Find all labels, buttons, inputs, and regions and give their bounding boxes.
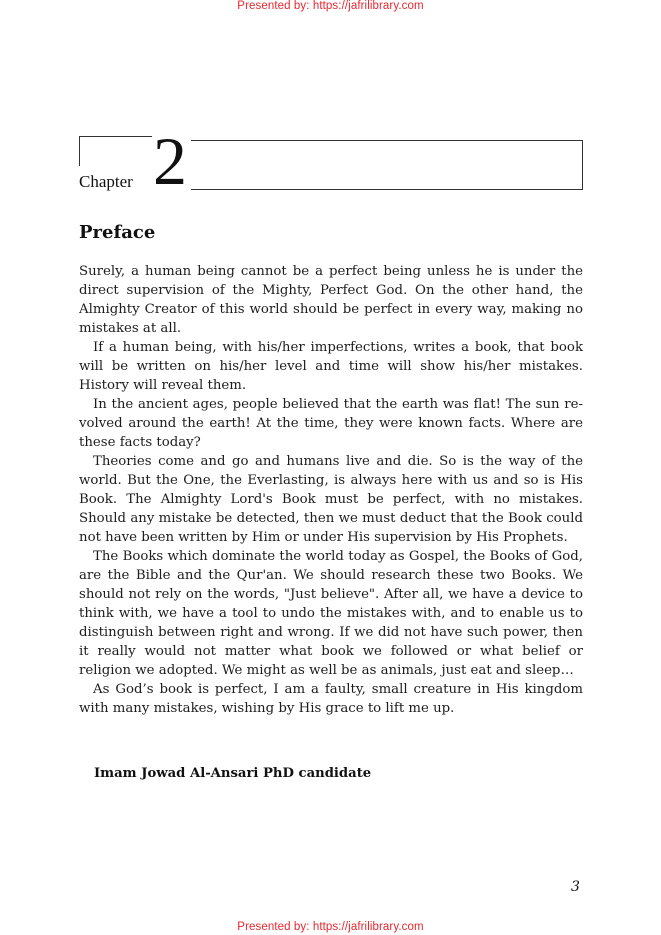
paragraph-1: Surely, a human being cannot be a perfect being unless he is under the direct supervision of the Mighty, Perfect God. On the other hand, the Almighty Creator of this world should be perfect in every way, making no mistakes at all.: [79, 264, 583, 336]
paragraph-5: The Books which dominate the world today as Gospel, the Books of God, are the Bible and the Qur'an. We should research these two Books. We should not rely on the words, "Just believe". After all, we have a device to think with, we have a tool to undo the mistakes with, and to enable us to distinguish between right and wrong. If we did not have such power, then it really would not matter what book we followed or what belief or religion we adopted. We might as well be as animals, just eat and sleep…: [79, 549, 583, 678]
watermark-top: Presented by: https://jafrilibrary.com: [237, 0, 424, 12]
paragraph-2: If a human being, with his/her imperfections, writes a book, that book will be written on his/her level and time will show his/her mistakes. History will reveal them.: [79, 340, 583, 393]
paragraph-4: Theories come and go and humans live and die. So is the way of the world. But the One, the Everlasting, is always here with us and so is His Book. The Almighty Lord's Book must be perfect, with no mistakes. Should any mistake be detected, then we must deduct that the Book could not have been written by Him or under His supervision by His Prophets.: [79, 454, 583, 545]
chapter-label: Chapter: [79, 172, 133, 191]
paragraph-6: As God’s book is perfect, I am a faulty, small creature in His kingdom with many mistakes, wishing by His grace to lift me up.: [79, 682, 583, 716]
paragraph-3: In the ancient ages, people believed that the earth was flat! The sun re-volved around the earth! At the time, they were known facts. Where are these facts today?: [79, 397, 583, 450]
chapter-heading: [79, 123, 583, 199]
page-number: 3: [571, 879, 580, 895]
chapter-frame-left-side: [79, 136, 80, 166]
chapter-frame-left-top: [79, 136, 152, 137]
chapter-number: 2: [153, 123, 187, 199]
section-title: Preface: [79, 222, 156, 243]
author-signature: Imam Jowad Al-Ansari PhD candidate: [94, 766, 372, 781]
body-text: [79, 262, 583, 718]
watermark-bottom: Presented by: https://jafrilibrary.com: [237, 921, 424, 933]
chapter-frame-box: [191, 140, 583, 190]
